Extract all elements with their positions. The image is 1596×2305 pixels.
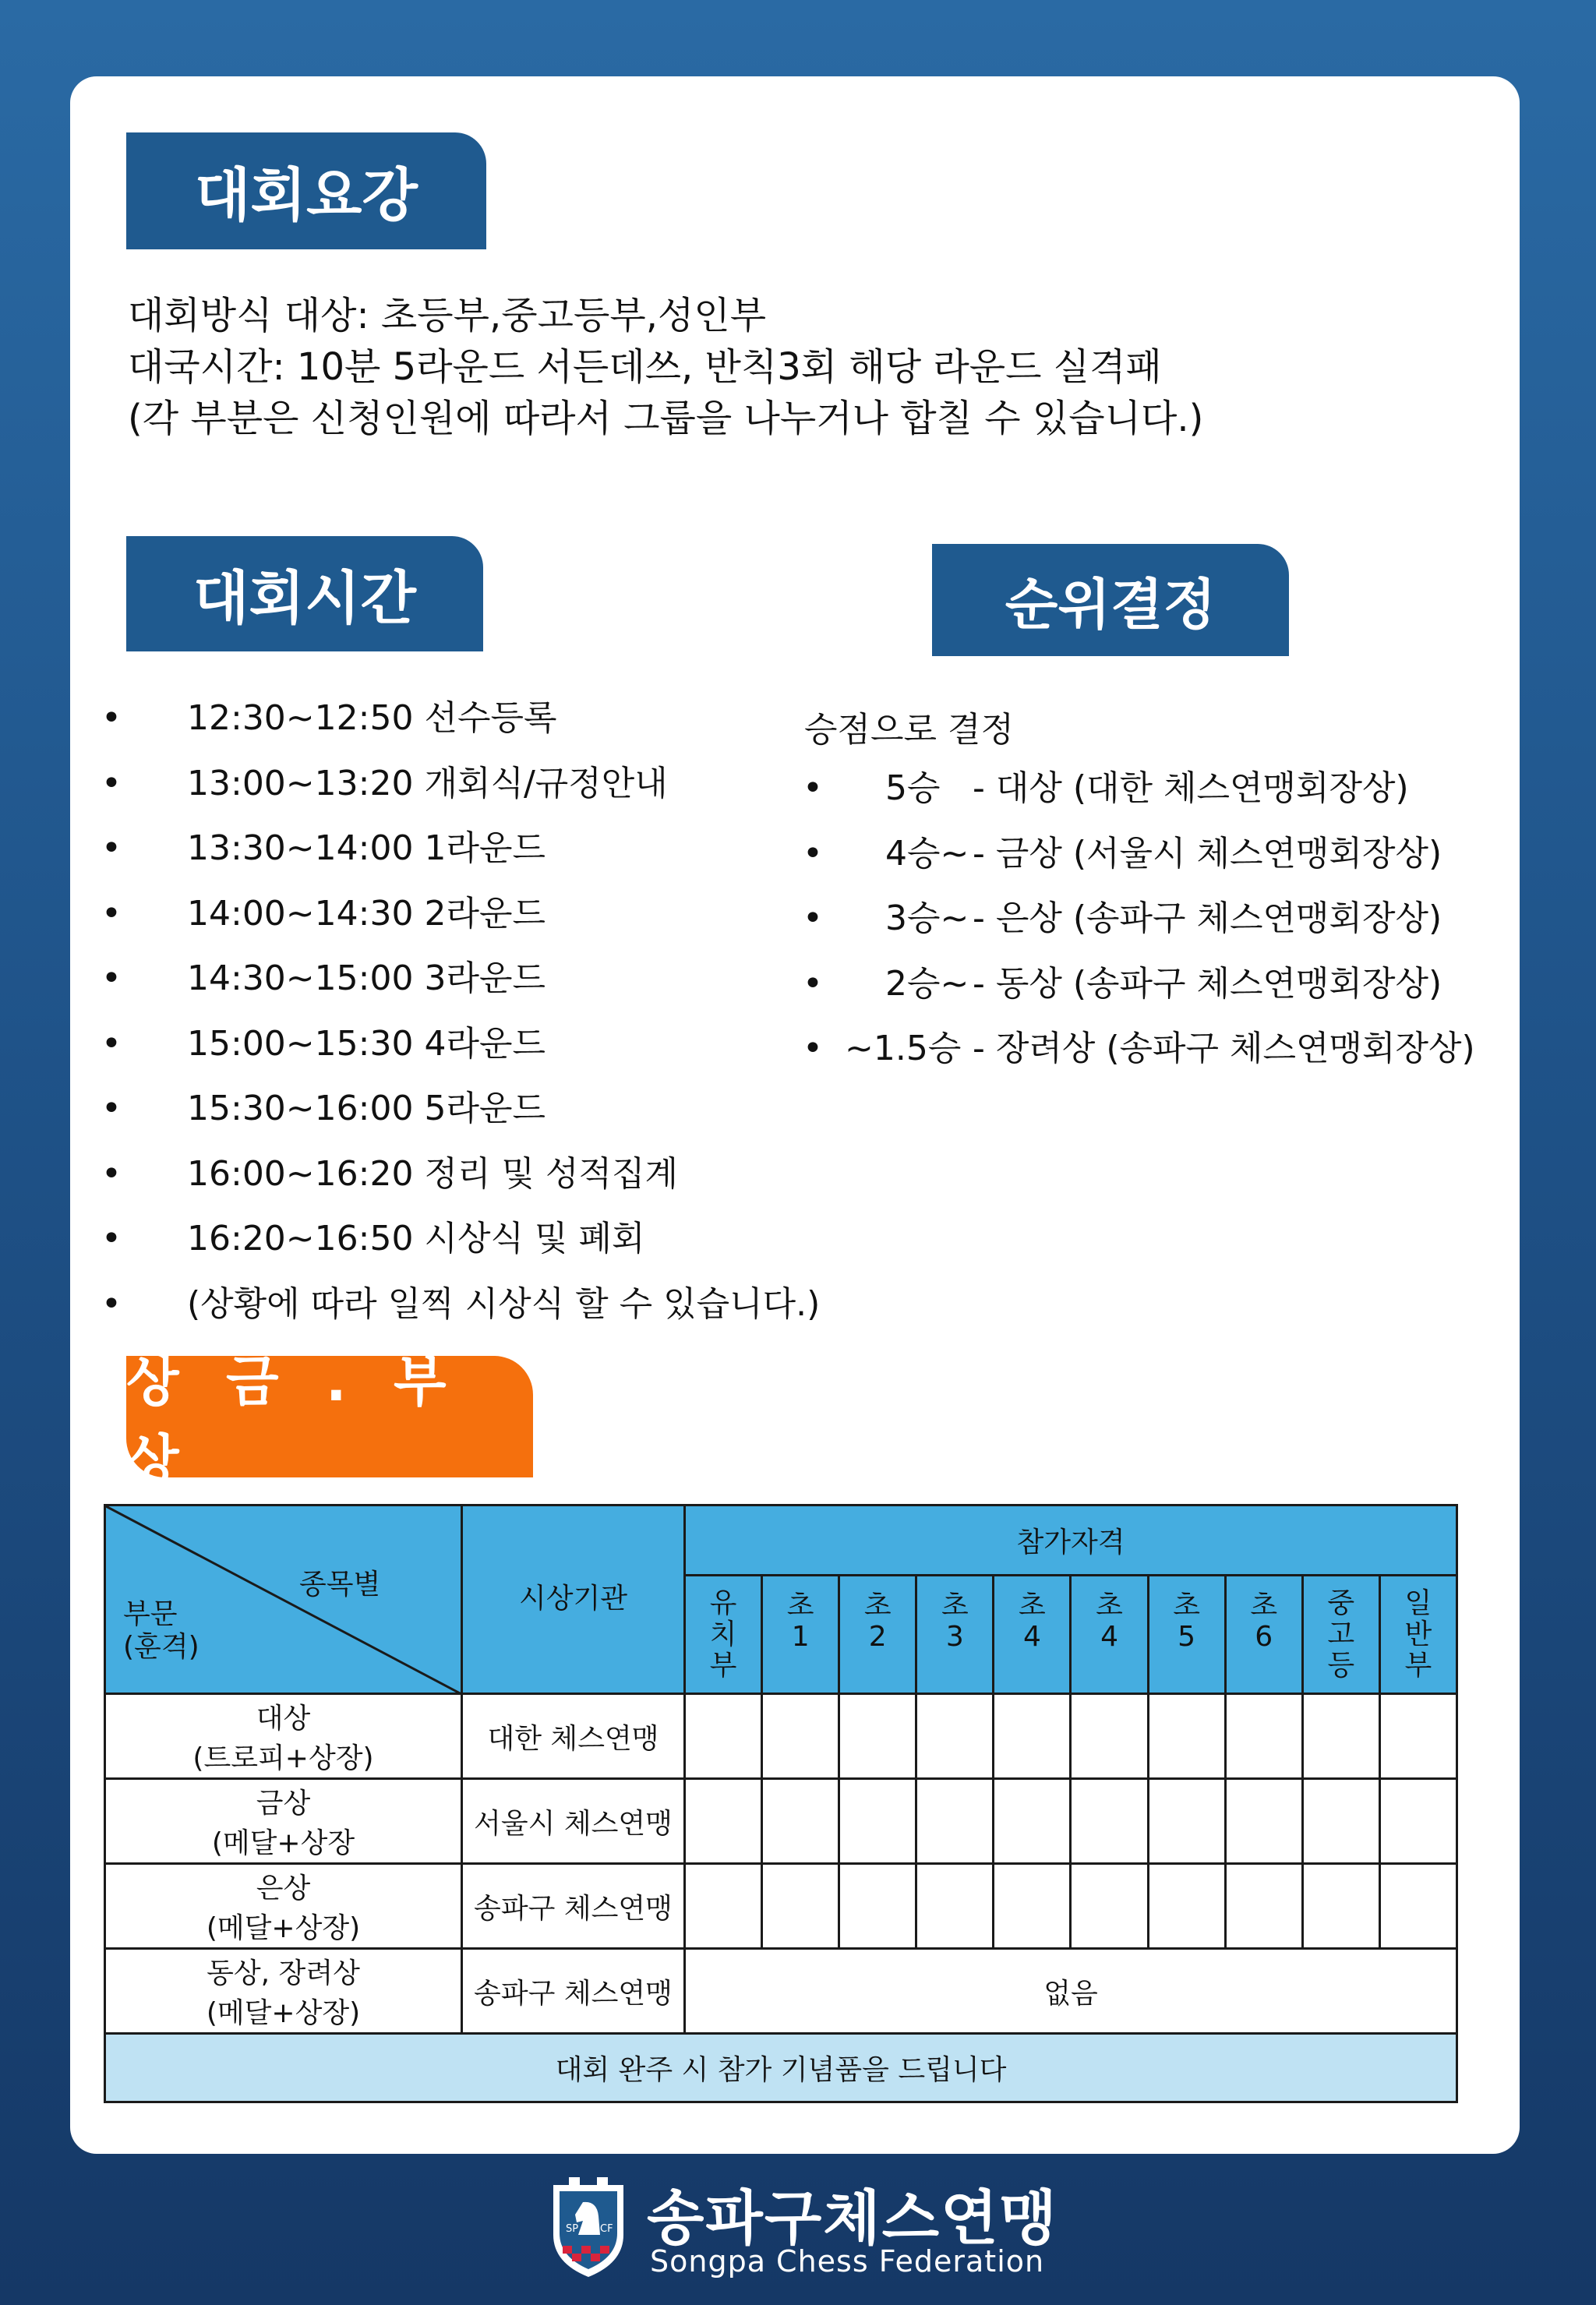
award-name-cell: 동상, 장려상 (메달+상장) (105, 1949, 462, 2034)
svg-text:CF: CF (600, 2223, 613, 2235)
section-title-ranking: 순위결정 (932, 544, 1289, 656)
table-header-row (105, 1505, 1457, 1576)
list-item: • 14:30~15:00 3라운드 (101, 958, 546, 998)
division-cell: 일 반 부 (1379, 1576, 1457, 1694)
check-cell (1071, 1779, 1148, 1864)
institution-cell: 송파구 체스연맹 (462, 1949, 685, 2034)
diagonal-header-cell (105, 1505, 462, 1694)
check-cell (1148, 1694, 1225, 1779)
institution-cell: 대한 체스연맹 (462, 1694, 685, 1779)
check-cell (994, 1694, 1071, 1779)
table-row (105, 1779, 1457, 1864)
list-item: • 12:30~12:50 선수등록 (101, 698, 557, 738)
check-cell (1071, 1864, 1148, 1949)
ranking-list (803, 765, 1504, 1091)
division-cell: 초 1 (762, 1576, 839, 1694)
check-cell (916, 1779, 994, 1864)
award-table (104, 1504, 1458, 2103)
overview-line: 대회방식 대상: 초등부,중고등부,성인부 (128, 294, 767, 337)
institution-cell: 송파구 체스연맹 (462, 1864, 685, 1949)
list-item: • (상황에 따라 일찍 시상식 할 수 있습니다.) (101, 1283, 821, 1324)
table-row (105, 1949, 1457, 2034)
list-item: • 4승~ - 금상 (서울시 체스연맹회장상) (803, 833, 1442, 874)
award-name-cell: 대상 (트로피+상장) (105, 1694, 462, 1779)
eligibility-header: 참가자격 (685, 1505, 1457, 1576)
check-cell (762, 1779, 839, 1864)
table-row (105, 1694, 1457, 1779)
table-footer-row (105, 2034, 1457, 2102)
check-cell (916, 1694, 994, 1779)
list-item: • 13:00~13:20 개회식/규정안내 (101, 763, 668, 803)
diag-bottom-label: 부문 (훈격) (123, 1598, 200, 1663)
check-cell (839, 1694, 916, 1779)
division-cell: 초 2 (839, 1576, 916, 1694)
check-cell (1071, 1694, 1148, 1779)
division-cell: 초 4 (1071, 1576, 1148, 1694)
overview-line: 대국시간: 10분 5라운드 서든데쓰, 반칙3회 해당 라운드 실격패 (128, 345, 1162, 389)
division-cell: 초 4 (994, 1576, 1071, 1694)
check-cell (685, 1864, 762, 1949)
check-cell (994, 1864, 1071, 1949)
overview-line: (각 부분은 신청인원에 따라서 그룹을 나누거나 합칠 수 있습니다.) (128, 397, 1204, 440)
table-row (105, 1864, 1457, 1949)
svg-text:SP: SP (566, 2223, 579, 2235)
overview-text (128, 290, 1203, 444)
chess-shield-icon (546, 2171, 631, 2280)
division-cell: 중 고 등 (1302, 1576, 1379, 1694)
list-item: • ~1.5승 - 장려상 (송파구 체스연맹회장상) (803, 1029, 1475, 1068)
check-cell (685, 1779, 762, 1864)
check-cell (1225, 1694, 1302, 1779)
check-cell (1302, 1864, 1379, 1949)
brand-name-korean: 송파구체스연맹 (647, 2183, 1058, 2253)
award-name-cell: 금상 (메달+상장 (105, 1779, 462, 1864)
check-cell (839, 1864, 916, 1949)
division-cell: 초 5 (1148, 1576, 1225, 1694)
section-title-overview: 대회요강 (126, 132, 486, 249)
federation-logo (546, 2171, 1060, 2280)
section-title-schedule: 대회시간 (126, 536, 483, 651)
institution-cell: 서울시 체스연맹 (462, 1779, 685, 1864)
brand-name-english: Songpa Chess Federation (650, 2244, 1045, 2279)
schedule-list (101, 695, 842, 1346)
list-item: • 3승~ - 은상 (송파구 체스연맹회장상) (803, 898, 1442, 938)
ranking-header: 승점으로 결정 (804, 710, 1015, 750)
check-cell (994, 1779, 1071, 1864)
check-cell (1379, 1779, 1457, 1864)
check-cell (839, 1779, 916, 1864)
institution-header: 시상기관 (462, 1505, 685, 1694)
list-item: • 14:00~14:30 2라운드 (101, 893, 546, 934)
check-cell (1302, 1779, 1379, 1864)
none-cell: 없음 (685, 1949, 1457, 2034)
check-cell (1148, 1779, 1225, 1864)
list-item: • 15:00~15:30 4라운드 (101, 1023, 546, 1064)
check-cell (1302, 1694, 1379, 1779)
check-cell (1148, 1864, 1225, 1949)
division-cell: 초 3 (916, 1576, 994, 1694)
check-cell (1225, 1864, 1302, 1949)
list-item: • 15:30~16:00 5라운드 (101, 1089, 546, 1128)
award-name-cell: 은상 (메달+상장) (105, 1864, 462, 1949)
diag-top-label: 종목별 (299, 1569, 381, 1601)
list-item: • 16:00~16:20 정리 및 성적집계 (101, 1153, 678, 1194)
check-cell (762, 1864, 839, 1949)
section-title-prizes: 상 금 . 부 상 (126, 1356, 533, 1477)
list-item: • 13:30~14:00 1라운드 (101, 828, 546, 868)
list-item: • 5승 - 대상 (대한 체스연맹회장상) (803, 768, 1409, 808)
check-cell (685, 1694, 762, 1779)
division-cell: 유 치 부 (685, 1576, 762, 1694)
table-footer-note: 대회 완주 시 참가 기념품을 드립니다 (105, 2034, 1457, 2102)
list-item: • 2승~ - 동상 (송파구 체스연맹회장상) (803, 963, 1442, 1004)
check-cell (1379, 1864, 1457, 1949)
check-cell (1225, 1779, 1302, 1864)
check-cell (1379, 1694, 1457, 1779)
check-cell (762, 1694, 839, 1779)
division-cell: 초 6 (1225, 1576, 1302, 1694)
list-item: • 16:20~16:50 시상식 및 폐회 (101, 1219, 645, 1258)
check-cell (916, 1864, 994, 1949)
